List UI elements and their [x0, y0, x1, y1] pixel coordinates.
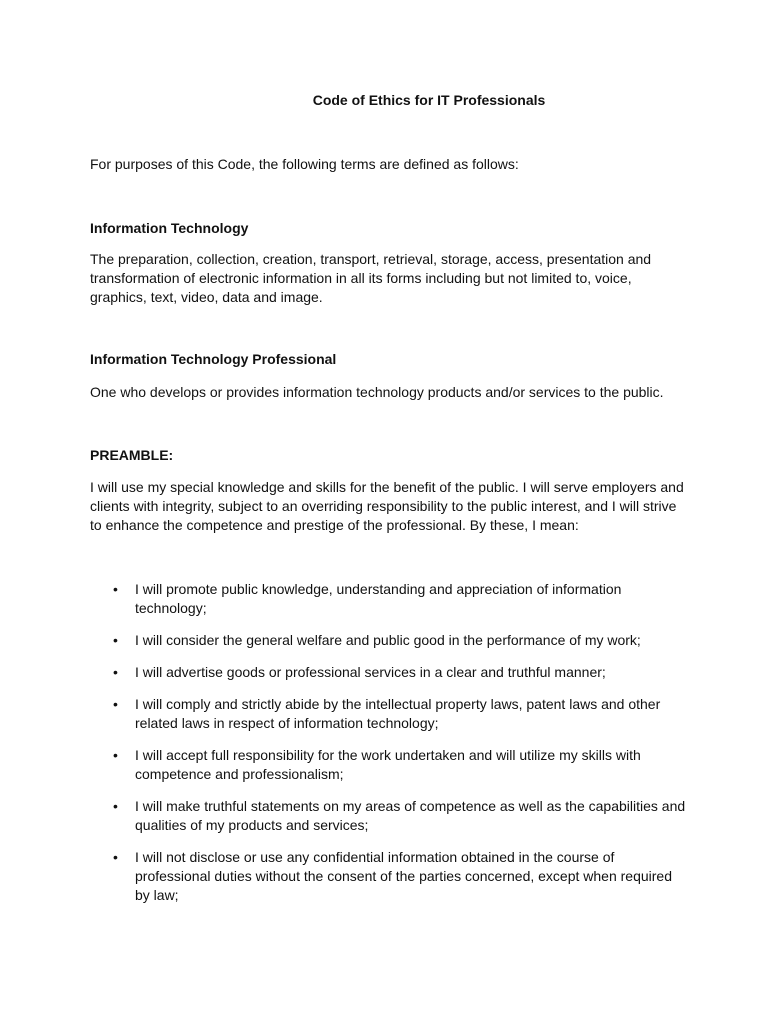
bullet-icon: • [113, 632, 118, 648]
list-item [90, 663, 688, 682]
pledge-text: I will promote public knowledge, understanding and appreciation of information technology; [135, 581, 622, 616]
pledge-text: I will not disclose or use any confidential information obtained in the course of professional duties without the consent of the parties concerned, except when required by law; [135, 849, 672, 903]
list-item [90, 631, 688, 650]
list-item [90, 695, 688, 733]
term-definition-it-professional: One who develops or provides information technology products and/or services to the public. [90, 384, 664, 400]
bullet-icon: • [113, 798, 118, 814]
list-item [90, 580, 688, 618]
term-heading-it-professional: Information Technology Professional [90, 351, 337, 367]
document-title: Code of Ethics for IT Professionals [312, 92, 546, 108]
list-item [90, 848, 688, 905]
pledge-text: I will advertise goods or professional services in a clear and truthful manner; [135, 664, 606, 680]
bullet-icon: • [113, 696, 118, 712]
bullet-icon: • [113, 581, 118, 597]
term-heading-information-technology: Information Technology [90, 220, 249, 236]
pledge-list [90, 580, 688, 905]
bullet-icon: • [113, 747, 118, 763]
pledge-text: I will accept full responsibility for the work undertaken and will utilize my skills with competence and professionalism; [135, 747, 641, 782]
intro-text: For purposes of this Code, the following terms are defined as follows: [90, 156, 519, 172]
bullet-icon: • [113, 664, 118, 680]
preamble-text: I will use my special knowledge and skills for the benefit of the public. I will serve employers and clients with integrity, subject to an overriding responsibility to the public interest, and I will strive to enhance the competence and prestige of the professional. By these, I mean: [90, 479, 684, 533]
pledge-text: I will consider the general welfare and public good in the performance of my work; [135, 632, 641, 648]
term-definition-information-technology: The preparation, collection, creation, transport, retrieval, storage, access, presentation and transformation of electronic information in all its forms including but not limited to, voice, graphics, text, video, data and image. [90, 251, 652, 305]
bullet-icon: • [113, 849, 118, 865]
pledge-text: I will make truthful statements on my areas of competence as well as the capabilities and qualities of my products and services; [135, 798, 686, 833]
list-item [90, 797, 688, 835]
preamble-heading: PREAMBLE: [90, 447, 174, 463]
list-item [90, 746, 688, 784]
pledge-text: I will comply and strictly abide by the intellectual property laws, patent laws and other related laws in respect of information technology; [135, 696, 661, 731]
